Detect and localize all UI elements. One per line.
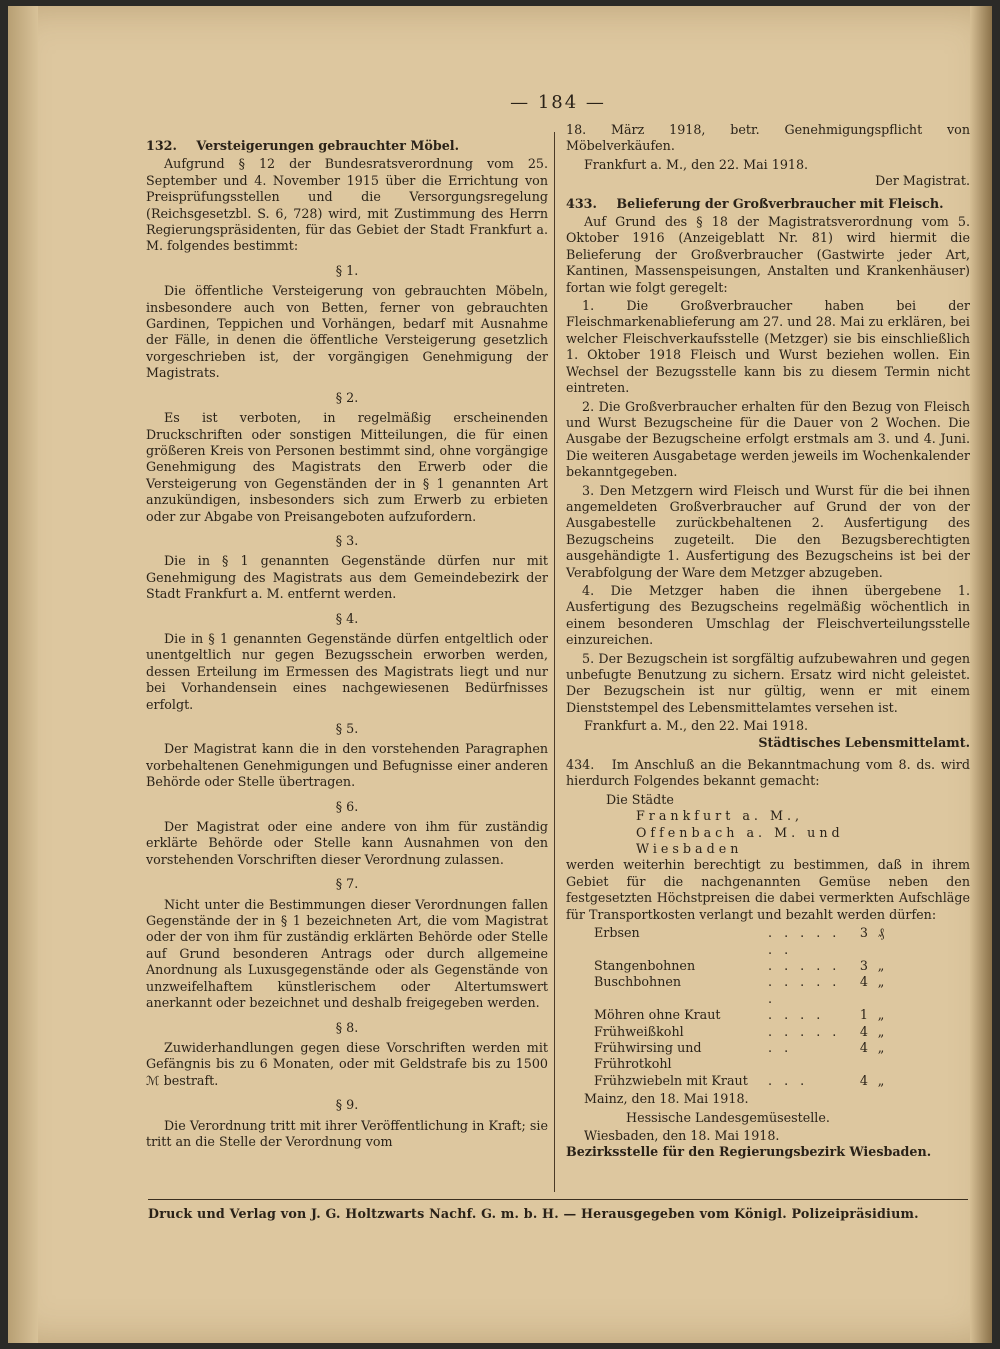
page-binding-edge xyxy=(8,6,38,1343)
vegetable-row xyxy=(594,958,894,974)
surcharge-unit: „ xyxy=(877,1072,885,1088)
notice-134-intro xyxy=(566,757,970,790)
signer: Hessische Landesgemüsestelle. xyxy=(626,1109,830,1125)
list-item: 1. Die Großverbraucher haben bei der Fleischmarkenablieferung am 27. und 28. Mai zu erklären, bei welcher Fleischverkaufsstelle (Metzger) sie bis einschließlich 1. Oktober 1918 Fleisch und Wurst beziehen wollen. Ein Wechsel der Bezugsstelle kann bis zu diesem Termin nicht eintreten. xyxy=(566,298,970,396)
list-item: 5. Der Bezugschein ist sorgfältig aufzubewahren und gegen unbefugte Benutzung zu sichern. Ersatz wird nicht geleistet. Der Bezugschein ist nur gültig, wenn er mit einem Dienststempel des Lebensmittelamtes versehen ist. xyxy=(566,650,970,715)
signer: Städtisches Lebensmittelamt. xyxy=(758,734,970,750)
leader-dots: . . xyxy=(768,1039,793,1055)
left-column xyxy=(146,138,548,1152)
signer: Der Magistrat. xyxy=(875,173,970,189)
surcharge-unit: ₰ xyxy=(877,925,885,941)
city-name: Frankfurt a. M., xyxy=(636,808,804,824)
surcharge-unit: „ xyxy=(877,974,885,990)
section-text: Zuwiderhandlungen gegen diese Vorschriften werden mit Gefängnis bis zu 6 Monaten, oder mit Geldstrafe bis zu 1500 ℳ bestraft. xyxy=(146,1039,548,1088)
leader-dots: . . . . xyxy=(768,1007,825,1023)
list-item: 2. Die Großverbraucher erhalten für den Bezug von Fleisch und Wurst Bezugscheine für die Dauer von 2 Wochen. Die Ausgabe der Bezugscheine erfolgt erstmals am 3. und 4. Juni. Die weiteren Ausgabetage werden jeweils im Wochenkalender bekanntgegeben. xyxy=(566,398,970,480)
page-outer-edge xyxy=(970,6,992,1343)
city-name: Wiesbaden xyxy=(636,841,743,857)
section-label: § 7. xyxy=(335,876,359,892)
place-date: Wiesbaden, den 18. Mai 1918. xyxy=(584,1127,780,1143)
notice-title: Belieferung der Großverbraucher mit Fleisch. xyxy=(616,195,944,211)
place-date: Frankfurt a. M., den 22. Mai 1918. xyxy=(584,156,809,172)
city-name: Offenbach a. M. und xyxy=(636,824,844,840)
notice-intro: Auf Grund des § 18 der Magistratsverordnung vom 5. Oktober 1916 (Anzeigeblatt Nr. 81) wird hiermit die Belieferung der Großverbraucher (Gastwirte jeder Art, Kantinen, Massenspeisungen, Anstalten und Krankenhäuser) fortan wie folgt geregelt: xyxy=(566,214,970,295)
place-date: Mainz, den 18. Mai 1918. xyxy=(584,1091,749,1107)
section-text: Die in § 1 genannten Gegenstände dürfen nur mit Genehmigung des Magistrats aus dem Gemeindebezirk der Stadt Frankfurt a. M. entfernt werden. xyxy=(146,553,548,602)
vegetable-row xyxy=(594,1024,894,1040)
vegetable-row xyxy=(594,1040,894,1073)
list-item: 4. Die Metzger haben die ihnen übergebene 1. Ausfertigung des Bezugscheins regelmäßig wöchentlich in einem besonderen Umschlag der Fleischverteilungsstelle einzureichen. xyxy=(566,582,970,648)
section-label: § 8. xyxy=(335,1019,359,1035)
section-text: Die Verordnung tritt mit ihrer Veröffentlichung in Kraft; sie tritt an die Stelle der Verordnung vom xyxy=(146,1117,548,1149)
place-date: Frankfurt a. M., den 22. Mai 1918. xyxy=(584,718,809,734)
surcharge-value: 1 xyxy=(859,1007,868,1023)
section-text: Die in § 1 genannten Gegenstände dürfen entgeltlich oder unentgeltlich nur gegen Bezugsschein erworben werden, dessen Erteilung im Ermessen des Magistrats liegt und nur bei Vorhandensein eines nachgewiesenen Bedürfnisses erfolgt. xyxy=(146,630,548,712)
list-item: 3. Den Metzgern wird Fleisch und Wurst für die bei ihnen angemeldeten Großverbraucher auf Grund der von der Ausgabestelle zurückbehaltenen 2. Ausfertigung des Bezugscheins zugeteilt. Die den Bezugsberechtigten ausgehändigte 1. Ausfertigung des Bezugscheins ist bei der Verabfolgung der Ware dem Metzger abzugeben. xyxy=(566,482,970,580)
cities-label: Die Städte xyxy=(606,791,674,807)
imprint-footer: Druck und Verlag von J. G. Holtzwarts Nachf. G. m. b. H. — Herausgegeben vom Königl. Polizeipräsidium. xyxy=(148,1199,968,1221)
page-number: — 184 — xyxy=(510,92,606,113)
section-label: § 4. xyxy=(335,610,359,626)
notice-body: werden weiterhin berechtigt zu bestimmen, daß in ihrem Gebiet für die nachgenannten Gemüse neben den festgesetzten Höchstpreisen die dabei vermerkten Aufschläge für Transportkosten verlangt und bezahlt werden dürfen: xyxy=(566,857,970,922)
section-text: Die öffentliche Versteigerung von gebrauchten Möbeln, insbesondere auch von Betten, ferner von gebrauchten Gardinen, Teppichen und Vorhängen, bedarf mit Ausnahme der Fälle, in denen die öffentliche Versteigerung gesetzlich vorgeschrieben ist, der vorgängigen Genehmigung der Magistrats. xyxy=(146,283,548,381)
surcharge-unit: „ xyxy=(877,1039,885,1055)
notice-number: 132. xyxy=(146,138,177,153)
surcharge-unit: „ xyxy=(877,1007,885,1023)
notice-132-heading xyxy=(146,138,548,154)
document-page xyxy=(8,6,992,1343)
surcharge-value: 4 xyxy=(859,1039,868,1055)
vegetable-name: Möhren ohne Kraut xyxy=(594,1007,721,1023)
section-label: § 6. xyxy=(335,798,359,814)
vegetable-name: Stangenbohnen xyxy=(594,957,696,973)
section-label: § 2. xyxy=(335,389,359,405)
vegetable-name: Frühzwiebeln mit Kraut xyxy=(594,1072,748,1088)
vegetable-name: Frühweißkohl xyxy=(594,1023,684,1039)
vegetable-name: Erbsen xyxy=(594,925,640,941)
notice-number: 433. xyxy=(566,195,597,211)
leader-dots: . . . . . xyxy=(768,1023,841,1039)
surcharge-value: 4 xyxy=(859,1072,868,1088)
leader-dots: . . . xyxy=(768,1072,809,1088)
right-column xyxy=(566,122,970,1161)
section-text: Nicht unter die Bestimmungen dieser Verordnungen fallen Gegenstände der in § 1 bezeichneten Art, die vom Magistrat oder der von ihm für zuständig erklärten Behörde oder Stelle auf Grund besonderen Antrags oder durch allgemeine Anordnung als Luxusgegenstände oder als Gegenstände von unzweifelhaftem künstlerischem oder Altertumswert anerkannt oder bezeichnet und deshalb freigegeben werden. xyxy=(146,896,548,1011)
surcharge-value: 3 xyxy=(859,957,868,973)
notice-title: Versteigerungen gebrauchter Möbel. xyxy=(196,138,460,153)
signer: Bezirksstelle für den Regierungsbezirk Wiesbaden. xyxy=(566,1144,932,1160)
surcharge-value: 4 xyxy=(859,1023,868,1039)
notice-intro: Aufgrund § 12 der Bundesratsverordnung vom 25. September und 4. November 1915 über die Errichtung von Preisprüfungsstellen und die Versorgungsregelung (Reichsgesetzbl. S. 6, 728) wird, mit Zustimmung des Herrn Regierungspräsidenten, für das Gebiet der Stadt Frankfurt a. M. folgendes bestimmt: xyxy=(146,156,548,254)
section-text: Der Magistrat kann die in den vorstehenden Paragraphen vorbehaltenen Genehmigungen und Befugnisse einer anderen Behörde oder Stelle übertragen. xyxy=(146,741,548,790)
vegetable-row xyxy=(594,1007,894,1023)
section-text: Es ist verboten, in regelmäßig erscheinenden Druckschriften oder sonstigen Mitteilungen, die für einen größeren Kreis von Personen bestimmt sind, ohne vorgängige Genehmigung des Magistrats den Erwerb oder die Versteigerung von Gegenständen der in § 1 genannten Art anzukündigen, insbesonders sich zum Erwerb zu erbieten oder zur Abgabe von Preisangeboten aufzufordern. xyxy=(146,410,548,524)
section-label: § 5. xyxy=(335,721,359,736)
vegetable-row xyxy=(594,925,894,958)
section-label: § 1. xyxy=(335,262,359,278)
vegetable-row xyxy=(594,974,894,1007)
section-label: § 3. xyxy=(335,532,359,548)
leader-dots: . . . . . . . xyxy=(768,925,841,957)
column-divider xyxy=(554,132,555,1192)
surcharge-value: 4 xyxy=(859,974,868,990)
surcharge-value: 3 xyxy=(859,925,868,941)
vegetable-name: Buschbohnen xyxy=(594,974,682,990)
notice-133-heading xyxy=(566,196,970,212)
leader-dots: . . . . . . xyxy=(768,974,841,1006)
surcharge-unit: „ xyxy=(877,1023,885,1039)
vegetable-price-list xyxy=(594,925,894,1089)
notice-intro: Im Anschluß an die Bekanntmachung vom 8. ds. wird hierdurch Folgendes bekannt gemacht: xyxy=(566,757,970,789)
leader-dots: . . . . . xyxy=(768,957,841,973)
section-text: Der Magistrat oder eine andere von ihm für zuständig erklärte Behörde oder Stelle kann Ausnahmen von den vorstehenden Vorschriften dieser Verordnung zulassen. xyxy=(146,819,548,867)
vegetable-name: Frühwirsing und Frührotkohl xyxy=(594,1039,702,1072)
surcharge-unit: „ xyxy=(877,957,885,973)
continued-text: 18. März 1918, betr. Genehmigungspflicht von Möbelverkäufen. xyxy=(566,122,970,154)
notice-number: 434. xyxy=(566,757,595,773)
section-label: § 9. xyxy=(335,1097,359,1113)
vegetable-row xyxy=(594,1073,894,1089)
